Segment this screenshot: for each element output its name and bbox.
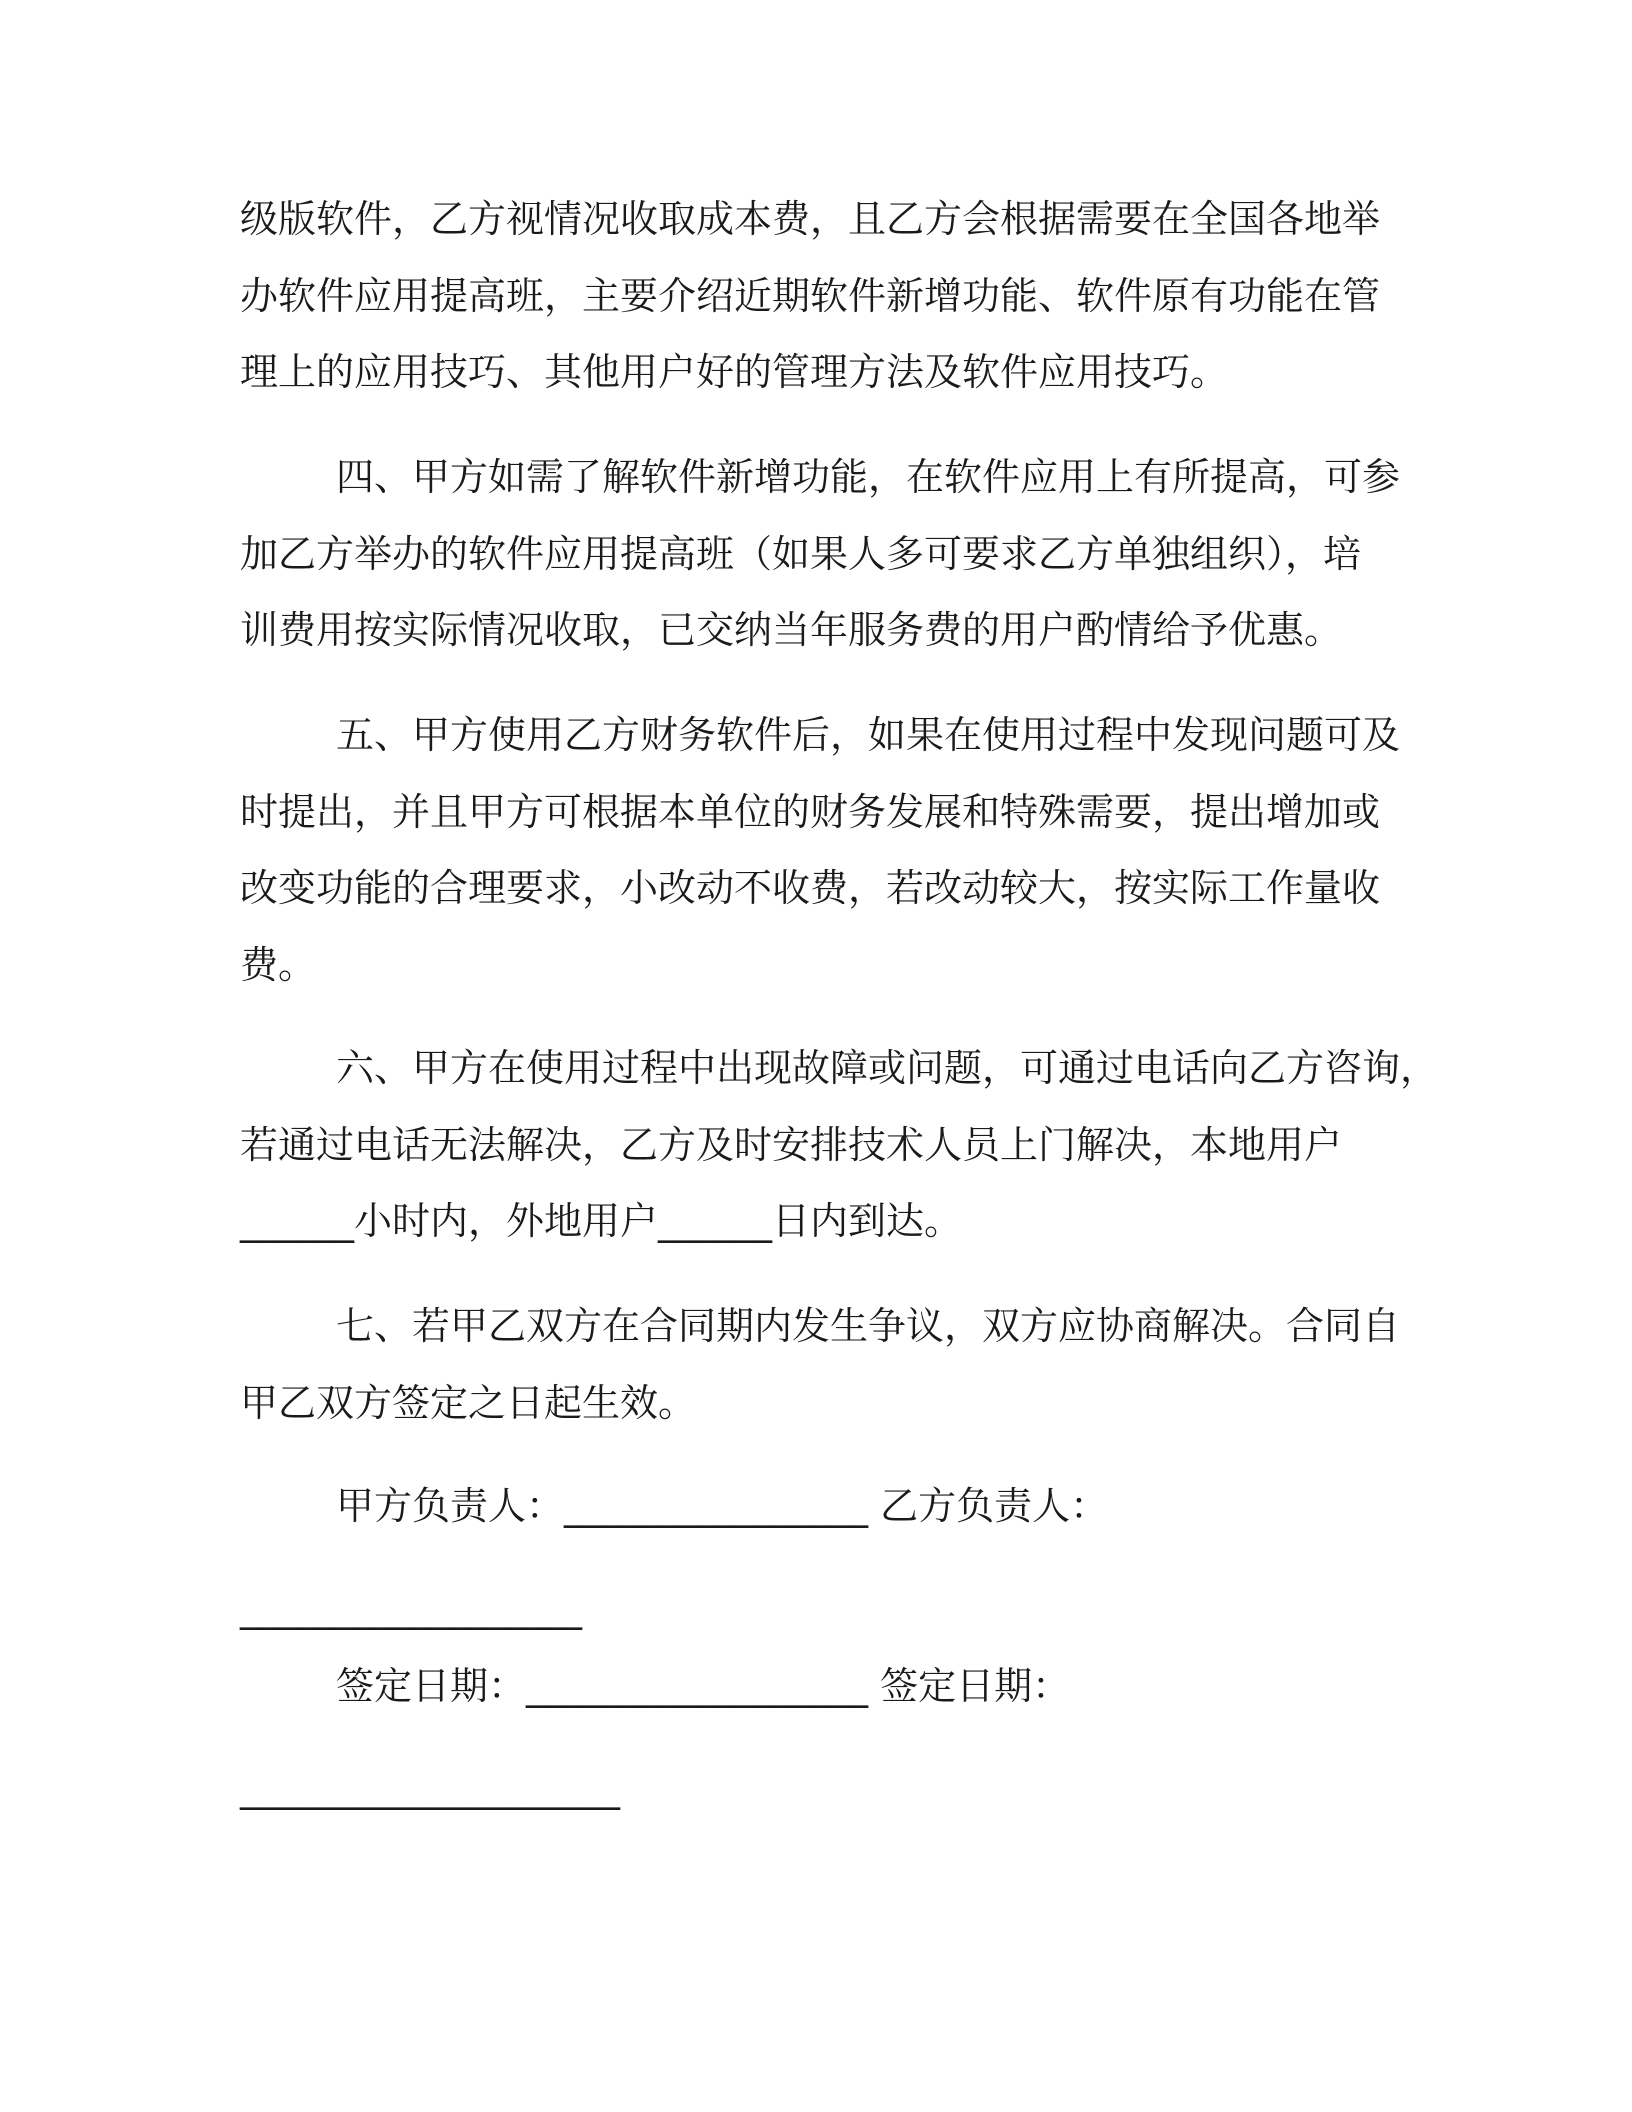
paragraph-line: 七、若甲乙双方在合同期内发生争议，双方应协商解决。合同自 [336,1304,1401,1348]
paragraph-clause-5 [240,697,1400,1003]
signature-row-dates-continuation [240,1750,1400,1827]
paragraph-line: 改变功能的合理要求，小改动不收费，若改动较大，按实际工作量收 [240,866,1381,910]
paragraph-line: 训费用按实际情况收取，已交纳当年服务费的用户酌情给予优惠。 [240,608,1343,652]
paragraph-line: 时提出，并且甲方可根据本单位的财务发展和特殊需要，提出增加或 [240,789,1381,834]
paragraph-line: 费。 [240,942,317,987]
signature-row-dates [240,1648,1400,1725]
paragraph-line: 六、甲方在使用过程中出现故障或问题，可通过电话向乙方咨询， [336,1046,1439,1090]
paragraph-line: 若通过电话无法解决，乙方及时安排技术人员上门解决，本地用户 [240,1122,1343,1167]
paragraph-line: 四、甲方如需了解软件新增功能，在软件应用上有所提高，可参 [336,455,1401,499]
paragraph-line: ______小时内，外地用户______日内到达。 [240,1199,963,1243]
paragraph-line: 理上的应用技巧、其他用户好的管理方法及软件应用技巧。 [240,350,1229,394]
signature-row-principals-continuation [240,1570,1400,1647]
signature-row-principals [240,1468,1400,1545]
paragraph-line: 加乙方举办的软件应用提高班（如果人多可要求乙方单独组织），培 [240,531,1362,576]
paragraph-clause-6 [240,1030,1439,1260]
paragraph-continuation [240,181,1400,411]
signature-blank-line: __________________ [240,1586,582,1630]
signature-blank-line: ____________________ [240,1766,620,1810]
paragraph-line: 五、甲方使用乙方财务软件后，如果在使用过程中发现问题可及 [336,713,1401,757]
paragraph-line: 办软件应用提高班，主要介绍近期软件新增功能、软件原有功能在管 [240,273,1381,318]
paragraph-clause-4 [240,439,1400,669]
paragraph-line: 级版软件，乙方视情况收取成本费，且乙方会根据需要在全国各地举 [240,197,1381,241]
signature-dates-text: 签定日期：__________________ 签定日期： [336,1664,1071,1708]
paragraph-clause-7 [240,1288,1400,1441]
paragraph-line: 甲乙双方签定之日起生效。 [240,1380,697,1425]
signature-principals-text: 甲方负责人：________________ 乙方负责人： [336,1484,1109,1528]
